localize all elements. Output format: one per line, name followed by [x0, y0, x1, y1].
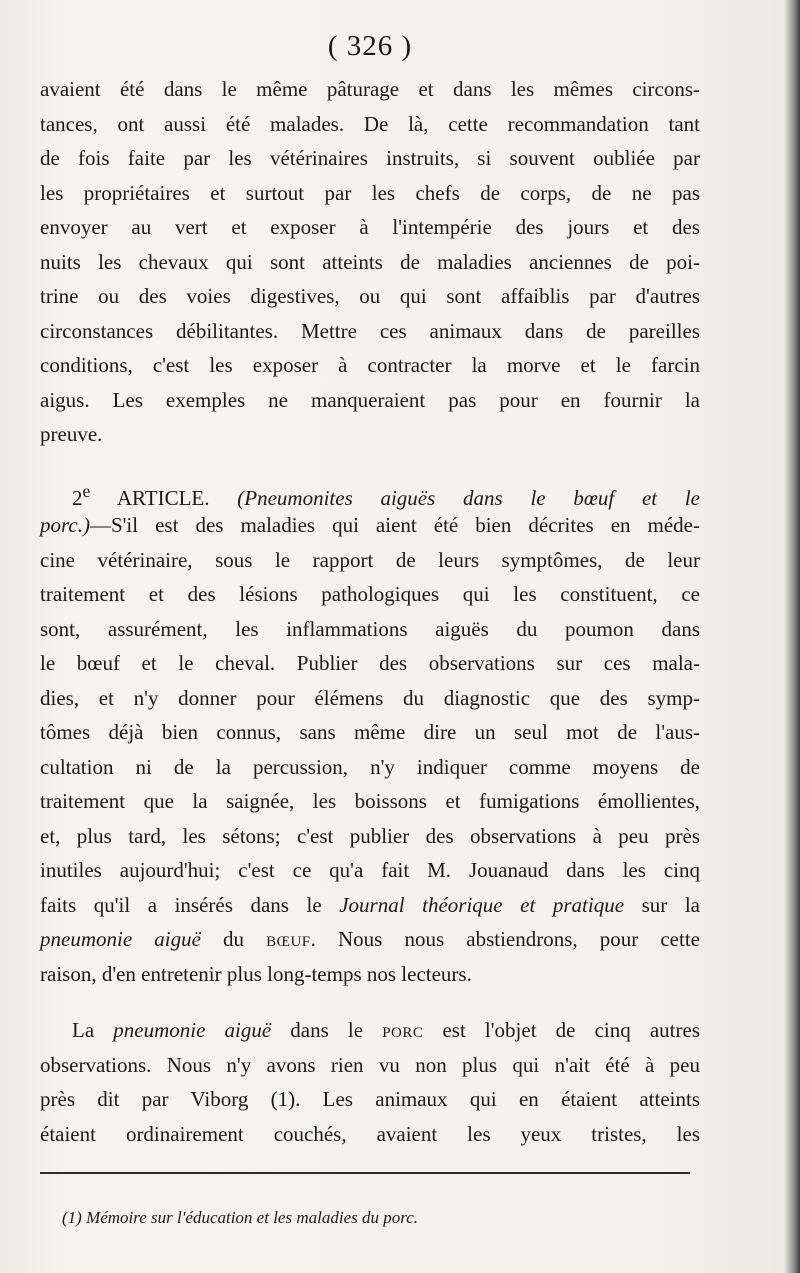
text-line	[40, 279, 700, 314]
text-run: conditions, c'est les exposer à contracter la morve et le farcin	[40, 353, 700, 377]
text-line	[40, 417, 700, 452]
text-line	[40, 681, 700, 716]
text-line	[40, 1117, 700, 1152]
footnote: (1) Mémoire sur l'éducation et les maladies du porc.	[62, 1208, 419, 1227]
text-line	[40, 577, 700, 612]
text-line	[40, 1082, 700, 1117]
text-run: traitement et des lésions pathologiques qui les constituent, ce	[40, 582, 700, 606]
page-edge-shadow	[784, 0, 800, 1273]
text-run: cultation ni de la percussion, n'y indiquer comme moyens de	[40, 754, 700, 779]
small-caps-run: porc	[382, 1018, 424, 1042]
paragraph-continuation	[40, 72, 700, 452]
italic-run: pneumonie aiguë	[40, 927, 201, 951]
text-line	[40, 72, 700, 107]
text-run: traitement que la saignée, les boissons et fumigations émollientes,	[40, 789, 700, 813]
text-line	[40, 784, 700, 819]
text-run: e	[82, 480, 91, 501]
text-line	[40, 922, 700, 957]
text-line	[40, 715, 700, 750]
page-number: ( 326 )	[327, 30, 413, 62]
text-line	[40, 853, 700, 888]
text-line	[40, 245, 700, 280]
text-run: . Nous nous abstiendrons, pour cette	[310, 927, 700, 951]
text-line	[40, 819, 700, 854]
text-run: est l'objet de cinq autres	[423, 1018, 700, 1042]
text-line	[40, 474, 700, 509]
text-run: ARTICLE.	[90, 485, 238, 510]
text-line	[40, 646, 700, 681]
text-run: et, plus tard, les sétons; c'est publier des observations à peu près	[40, 823, 700, 848]
text-run: de fois faite par les vétérinaires instruits, si souvent oubliée par	[40, 146, 700, 170]
small-caps-run: bœuf	[266, 927, 311, 951]
text-line	[40, 383, 700, 418]
text-run: dies, et n'y donner pour élémens du diagnostic que des symp-	[40, 685, 700, 710]
text-run: sont, assurément, les inflammations aiguës du poumon dans	[40, 616, 700, 641]
text-line	[40, 314, 700, 349]
text-run: faits qu'il a insérés dans le	[40, 892, 340, 917]
text-run: sur la	[624, 892, 700, 917]
text-run: raison, d'en entretenir plus long-temps nos lecteurs.	[40, 961, 472, 986]
text-run: près dit par Viborg (1). Les animaux qui en étaient atteints	[40, 1087, 700, 1111]
text-line	[40, 210, 700, 245]
text-line	[40, 508, 700, 543]
paragraph-article-2	[40, 474, 700, 992]
text-line	[40, 612, 700, 647]
text-line	[40, 1048, 700, 1083]
text-line	[40, 888, 700, 923]
text-line	[40, 176, 700, 211]
text-line	[40, 348, 700, 383]
italic-run: pneumonie aiguë	[113, 1018, 272, 1042]
text-run: tances, ont aussi été malades. De là, cette recommandation tant	[40, 111, 700, 136]
text-run: La	[72, 1018, 114, 1042]
text-run: —S'il est des maladies qui aient été bien décrites en méde-	[89, 513, 700, 537]
footnote-rule	[40, 1172, 690, 1174]
italic-run: (Pneumonites aiguës dans le bœuf et le	[237, 485, 700, 510]
paragraph-gap	[40, 991, 700, 1013]
text-run: envoyer au vert et exposer à l'intempérie des jours et des	[40, 215, 700, 239]
paragraph-porc	[40, 1013, 700, 1151]
text-run: le bœuf et le cheval. Publier des observations sur ces mala-	[40, 651, 700, 675]
text-run: avaient été dans le même pâturage et dans les mêmes circons-	[40, 77, 700, 101]
text-run: 2	[72, 485, 83, 510]
text-run: cine vétérinaire, sous le rapport de leurs symptômes, de leur	[40, 547, 700, 572]
text-line	[40, 1013, 700, 1048]
text-run: observations. Nous n'y avons rien vu non plus qui n'ait été à peu	[40, 1052, 700, 1077]
text-run: du	[200, 927, 267, 951]
italic-run: Journal théorique et pratique	[339, 892, 625, 917]
text-run: aigus. Les exemples ne manqueraient pas pour en fournir la	[40, 387, 700, 412]
text-run: circonstances débilitantes. Mettre ces animaux dans de pareilles	[40, 318, 700, 343]
text-run: preuve.	[40, 422, 103, 446]
text-line	[40, 543, 700, 578]
text-line	[40, 107, 700, 142]
body-text	[40, 72, 700, 1151]
text-run: inutiles aujourd'hui; c'est ce qu'a fait M. Jouanaud dans les cinq	[40, 858, 700, 882]
text-line	[40, 141, 700, 176]
text-line	[40, 957, 700, 992]
text-run: trine ou des voies digestives, ou qui sont affaiblis par d'autres	[40, 284, 700, 308]
text-run: dans le	[271, 1018, 383, 1042]
text-run: les propriétaires et surtout par les chefs de corps, de ne pas	[40, 180, 700, 205]
text-run: tômes déjà bien connus, sans même dire un seul mot de l'aus-	[40, 720, 700, 744]
italic-run: porc.)	[40, 513, 90, 537]
paragraph-gap	[40, 452, 700, 474]
text-run: étaient ordinairement couchés, avaient les yeux tristes, les	[40, 1121, 700, 1146]
text-run: nuits les chevaux qui sont atteints de maladies anciennes de poi-	[40, 249, 700, 274]
text-line	[40, 750, 700, 785]
